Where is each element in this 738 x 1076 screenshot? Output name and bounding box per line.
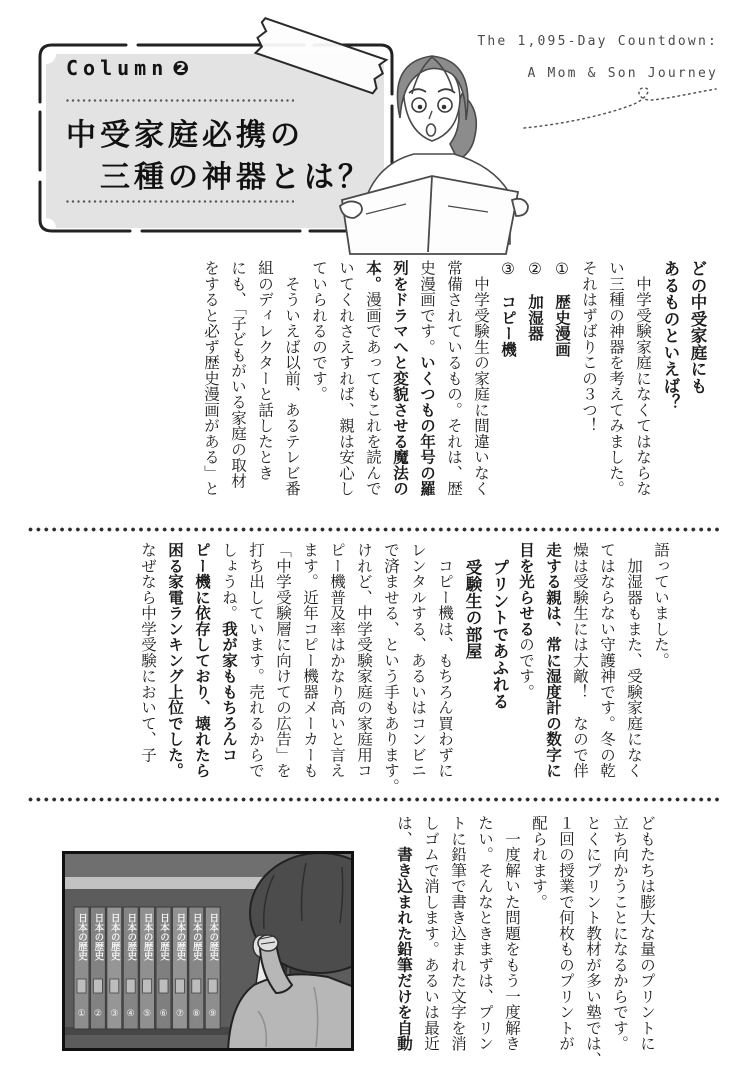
text-column: プリントであふれる xyxy=(490,542,508,710)
text-column: ピー機に依存しており、壊れたら xyxy=(193,542,210,779)
text-column: ① 歴史漫画 xyxy=(553,260,570,357)
text-column: ピー機普及率はかなり高いと言え xyxy=(328,542,345,779)
squiggle-underline-icon xyxy=(520,84,720,132)
book-volume-number: ① xyxy=(77,1008,86,1018)
section-humidifier-copier xyxy=(134,542,674,804)
page-title-line2: 三種の神器とは？ xyxy=(100,161,372,194)
text-column: 「中学受験層に向けての広告」を xyxy=(274,542,291,779)
book-spine-title: 日本の歴史 xyxy=(92,913,104,961)
text-column: ③ コピー機 xyxy=(499,260,516,357)
bookshelf-photo-illustration xyxy=(62,851,354,1051)
text-column: しゴムで消します。あるいは最近 xyxy=(422,815,439,1052)
text-column: とくにプリント教材が多い塾では、 xyxy=(584,815,601,1067)
dotted-rule xyxy=(66,200,294,203)
column-number-badge: ❷ xyxy=(172,56,190,80)
text-column: どもたちは膨大な量のプリントに xyxy=(638,815,655,1052)
text-column: い三種の神器を考えてみました。 xyxy=(607,260,624,497)
text-column: 一度解いた問題をもう一度解き xyxy=(503,815,520,1052)
column-label-text: Column xyxy=(66,56,169,80)
text-column: そういえば以前、あるテレビ番 xyxy=(283,260,300,497)
text-column: どの中受家庭にも xyxy=(688,260,706,394)
text-column: 受験生の部屋 xyxy=(463,542,481,660)
text-column: コピー機は、もちろん買わずに xyxy=(436,542,453,779)
text-column: 列をドラマへと変貌させる魔法の xyxy=(391,260,408,497)
text-column: 燥は受験生には大敵！ なので伴 xyxy=(571,542,588,779)
book-volume-number: ③ xyxy=(110,1008,119,1018)
text-column: たい。そんなときまずは、プリン xyxy=(476,815,493,1052)
text-column: あるものといえば？ xyxy=(661,260,679,411)
book-spine-title: 日本の歴史 xyxy=(207,913,219,961)
text-column: なぜなら中学受験において、子 xyxy=(139,542,156,763)
book-spine-title: 日本の歴史 xyxy=(141,913,153,961)
text-column: 語っていました。 xyxy=(652,542,669,668)
text-column: レンタルする、あるいはコンビニ xyxy=(409,542,426,779)
text-column: 困る家電ランキング上位でした。 xyxy=(166,542,183,779)
text-column: は、書き込まれた鉛筆だけを自動 xyxy=(395,815,412,1052)
text-column: 中学受験家庭になくてはならな xyxy=(634,260,651,497)
section-which-three-items xyxy=(197,260,710,525)
text-column: にも、「子どもがいる家庭の取材 xyxy=(229,260,246,489)
book-volume-number: ④ xyxy=(126,1008,135,1018)
text-column: 加湿器もまた、受験家庭になく xyxy=(625,542,642,779)
text-column: 組のディレクターと話したとき xyxy=(256,260,273,481)
text-column: いてくれさえすれば、親は安心し xyxy=(337,260,354,497)
text-column: 配られます。 xyxy=(530,815,547,910)
masthead-line2: A Mom & Son Journey xyxy=(527,66,718,81)
column-label xyxy=(66,56,189,80)
text-column: 史漫画です。いくつもの年号の羅 xyxy=(418,260,435,497)
series-masthead xyxy=(477,26,718,90)
text-column: ていられるのです。 xyxy=(310,260,327,402)
book-spine-title: 日本の歴史 xyxy=(158,913,169,961)
book-spine-title: 日本の歴史 xyxy=(174,913,186,961)
text-column: 打ち出しています。売れるからで xyxy=(247,542,264,779)
text-column: 走する親は、常に湿度計の数字に xyxy=(544,542,561,779)
text-column: てはならない守護神です。冬の乾 xyxy=(598,542,615,779)
text-column: で済ませる、という手もあります。 xyxy=(382,542,399,794)
book-volume-number: ② xyxy=(93,1008,102,1018)
text-column: 本。漫画であってもこれを読んで xyxy=(364,260,381,497)
page-title-line1: 中受家庭必携の xyxy=(66,119,304,152)
text-column: それはずばりこの３つ！ xyxy=(580,260,597,434)
text-column: ます。近年コピー機器メーカーも xyxy=(301,542,318,779)
section-prints xyxy=(390,815,660,1071)
book-volume-number: ⑤ xyxy=(143,1008,152,1018)
dotted-divider xyxy=(28,797,722,802)
text-column: しょうね。我が家ももちろんコ xyxy=(220,542,237,763)
dotted-rule xyxy=(66,99,294,102)
text-column: けれど、中学受験家庭の家庭用コ xyxy=(355,542,372,779)
dotted-divider xyxy=(28,527,722,532)
book-spine-title: 日本の歴史 xyxy=(108,913,120,961)
book-spine-title: 日本の歴史 xyxy=(125,913,137,961)
book-volume-number: ⑨ xyxy=(208,1008,217,1018)
book-volume-number: ⑧ xyxy=(192,1008,201,1018)
text-column: をすると必ず歴史漫画がある」と xyxy=(202,260,219,497)
text-column: 常備されているもの。それは、歴 xyxy=(445,260,462,497)
book-volume-number: ⑦ xyxy=(175,1008,184,1018)
text-column: トに鉛筆で書き込まれた文字を消 xyxy=(449,815,466,1052)
book-spine-title: 日本の歴史 xyxy=(190,913,202,961)
text-column: １回の授業で何枚ものプリントが xyxy=(557,815,574,1052)
text-column: ② 加湿器 xyxy=(526,260,543,342)
book-volume-number: ⑥ xyxy=(159,1008,168,1018)
text-column: 中学受験生の家庭に間違いなく xyxy=(472,260,489,497)
book-spine-title: 日本の歴史 xyxy=(76,913,87,961)
text-column: 立ち向かうことになるからです。 xyxy=(611,815,628,1052)
masthead-line1: The 1,095-Day Countdown: xyxy=(477,34,718,49)
text-column: 目を光らせるのです。 xyxy=(517,542,534,700)
